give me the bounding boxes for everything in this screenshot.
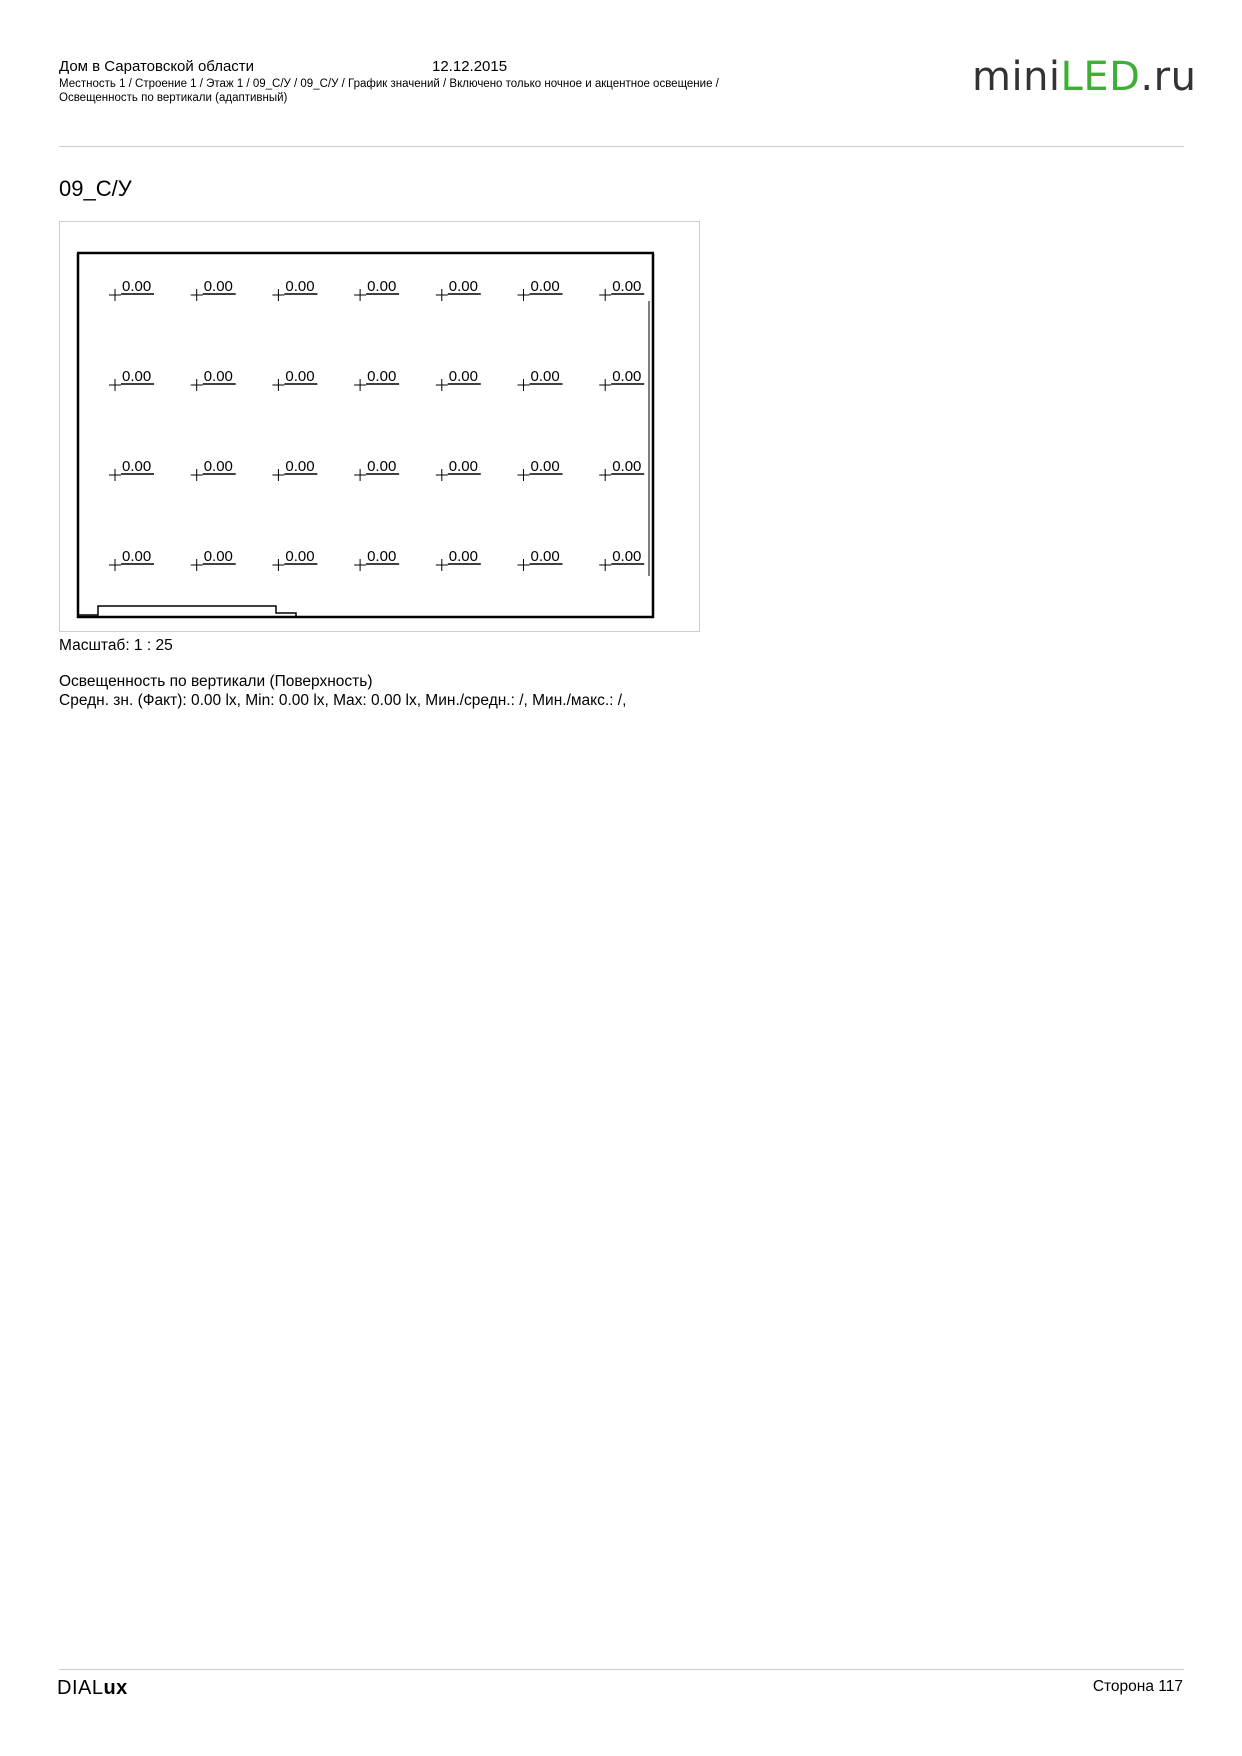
grid-value: 0.00 <box>612 278 642 295</box>
grid-value: 0.00 <box>448 548 479 565</box>
grid-point <box>272 278 317 301</box>
grid-point <box>436 548 481 571</box>
measurement-grid <box>109 278 644 571</box>
dialux-logo-ux: ux <box>103 1677 128 1699</box>
grid-point <box>272 458 317 481</box>
grid-point <box>436 458 481 481</box>
grid-value: 0.00 <box>203 368 233 385</box>
grid-point <box>354 458 399 481</box>
grid-value: 0.00 <box>530 278 560 295</box>
page-number: Сторона 117 <box>1092 1678 1183 1695</box>
grid-value: 0.00 <box>203 458 233 475</box>
logo-led: LED <box>1060 54 1141 100</box>
grid-value: 0.00 <box>122 458 152 475</box>
grid-point <box>518 548 563 571</box>
footer-divider <box>59 1669 1184 1670</box>
grid-point <box>109 548 154 571</box>
surface-title: Освещенность по вертикали (Поверхность) <box>59 673 373 690</box>
logo-ru: .ru <box>1140 54 1197 100</box>
grid-value: 0.00 <box>122 548 152 565</box>
grid-value: 0.00 <box>367 548 397 565</box>
grid-value: 0.00 <box>122 368 152 385</box>
grid-point <box>599 278 644 301</box>
grid-point <box>109 278 154 301</box>
grid-value: 0.00 <box>285 278 315 295</box>
scale-label: Масштаб: 1 : 25 <box>59 637 173 654</box>
grid-value: 0.00 <box>203 548 233 565</box>
report-date: 12.12.2015 <box>432 58 508 75</box>
grid-point <box>599 368 644 391</box>
grid-value: 0.00 <box>122 278 152 295</box>
room-title: 09_С/У <box>59 176 132 201</box>
grid-point <box>599 458 644 481</box>
grid-point <box>109 458 154 481</box>
grid-value: 0.00 <box>612 368 642 385</box>
grid-point <box>354 278 399 301</box>
grid-point <box>191 548 236 571</box>
header-divider <box>59 146 1184 147</box>
grid-point <box>436 278 481 301</box>
breadcrumb-line-2: Освещенность по вертикали (адаптивный) <box>59 92 288 104</box>
grid-point <box>599 548 644 571</box>
grid-value: 0.00 <box>530 458 560 475</box>
door-threshold <box>79 606 296 617</box>
grid-value: 0.00 <box>530 368 560 385</box>
logo-mini: mini <box>972 54 1061 100</box>
illuminance-stats: Средн. зн. (Факт): 0.00 lx, Min: 0.00 lx, Max: 0.00 lx, Мин./средн.: /, Мин./макс.: /, <box>59 692 627 709</box>
grid-value: 0.00 <box>448 368 479 385</box>
grid-point <box>191 458 236 481</box>
dialux-logo <box>57 1677 128 1700</box>
grid-point <box>272 548 317 571</box>
grid-value: 0.00 <box>285 458 315 475</box>
grid-value: 0.00 <box>285 368 315 385</box>
grid-point <box>354 368 399 391</box>
grid-point <box>436 368 481 391</box>
grid-value: 0.00 <box>448 278 479 295</box>
grid-point <box>272 368 317 391</box>
grid-value: 0.00 <box>203 278 233 295</box>
grid-point <box>354 548 399 571</box>
grid-value: 0.00 <box>612 548 642 565</box>
grid-value: 0.00 <box>285 548 315 565</box>
grid-point <box>518 458 563 481</box>
grid-point <box>191 278 236 301</box>
miniled-logo <box>972 54 1196 100</box>
grid-value: 0.00 <box>530 548 560 565</box>
grid-value: 0.00 <box>367 458 397 475</box>
grid-point <box>191 368 236 391</box>
floor-plan-frame <box>59 221 700 632</box>
grid-point <box>109 368 154 391</box>
project-title: Дом в Саратовской области <box>59 58 255 75</box>
grid-point <box>518 278 563 301</box>
grid-value: 0.00 <box>448 458 479 475</box>
grid-value: 0.00 <box>367 278 397 295</box>
breadcrumb-line-1: Местность 1 / Строение 1 / Этаж 1 / 09_С/У / 09_С/У / График значений / Включено только ночное и акцентное освещение / <box>59 78 719 90</box>
floor-plan <box>60 222 701 633</box>
dialux-logo-dial: DIAL <box>57 1677 104 1699</box>
grid-point <box>518 368 563 391</box>
room-outline <box>77 253 654 618</box>
grid-value: 0.00 <box>612 458 642 475</box>
breadcrumb <box>59 77 719 105</box>
grid-value: 0.00 <box>367 368 397 385</box>
